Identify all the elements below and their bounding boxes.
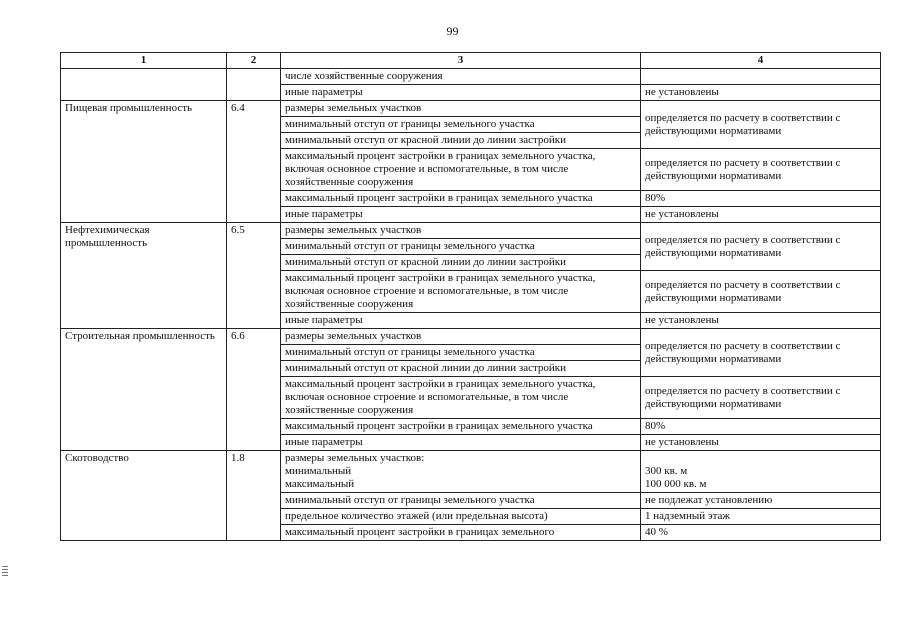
param-cell: предельное количество этажей (или предельная высота) xyxy=(281,509,641,525)
param-cell: числе хозяйственные сооружения xyxy=(281,69,641,85)
value-cell: определяется по расчету в соответствии с действующими нормативами xyxy=(641,149,881,191)
param-cell: размеры земельных участков xyxy=(281,101,641,117)
category-name: Пищевая промышленность xyxy=(61,101,227,223)
param-cell xyxy=(281,451,641,493)
param-cell: минимальный отступ от красной линии до линии застройки xyxy=(281,361,641,377)
header-col-3: 3 xyxy=(281,53,641,69)
value-cell: 1 надземный этаж xyxy=(641,509,881,525)
table-row xyxy=(61,101,881,117)
header-col-4: 4 xyxy=(641,53,881,69)
param-cell: минимальный отступ от границы земельного участка xyxy=(281,345,641,361)
value-cell: определяется по расчету в соответствии с действующими нормативами xyxy=(641,377,881,419)
page-number: 99 xyxy=(446,24,459,38)
header-row xyxy=(61,53,881,69)
param-cell: максимальный процент застройки в границах земельного участка, включая основное строение и вспомогательные, в том числе хозяйственные сооружения xyxy=(281,271,641,313)
param-cell: максимальный процент застройки в границах земельного участка xyxy=(281,419,641,435)
category-code: 6.5 xyxy=(227,223,281,329)
param-cell: размеры земельных участков xyxy=(281,329,641,345)
category-code: 1.8 xyxy=(227,451,281,541)
value-cell: определяется по расчету в соответствии с действующими нормативами xyxy=(641,223,881,271)
value-line: 100 000 кв. м xyxy=(645,478,707,490)
param-cell: иные параметры xyxy=(281,85,641,101)
table-row xyxy=(61,223,881,239)
value-cell: определяется по расчету в соответствии с действующими нормативами xyxy=(641,101,881,149)
value-cell xyxy=(641,69,881,85)
param-line: размеры земельных участков: xyxy=(285,452,425,464)
value-cell: не подлежат установлению xyxy=(641,493,881,509)
cell-empty xyxy=(61,69,227,101)
table-row xyxy=(61,451,881,493)
param-cell: размеры земельных участков xyxy=(281,223,641,239)
param-cell: иные параметры xyxy=(281,435,641,451)
category-code: 6.4 xyxy=(227,101,281,223)
value-cell: определяется по расчету в соответствии с действующими нормативами xyxy=(641,271,881,313)
header-col-2: 2 xyxy=(227,53,281,69)
category-name: Нефтехимическая промышленность xyxy=(61,223,227,329)
category-name: Скотоводство xyxy=(61,451,227,541)
param-cell: минимальный отступ от красной линии до линии застройки xyxy=(281,255,641,271)
value-line: 300 кв. м xyxy=(645,465,688,477)
param-line: максимальный xyxy=(285,478,355,490)
cell-empty xyxy=(227,69,281,101)
regulations-table xyxy=(60,52,881,541)
value-cell: не установлены xyxy=(641,207,881,223)
category-name: Строительная промышленность xyxy=(61,329,227,451)
param-cell: минимальный отступ от границы земельного участка xyxy=(281,239,641,255)
param-cell: максимальный процент застройки в границах земельного xyxy=(281,525,641,541)
value-cell: 40 % xyxy=(641,525,881,541)
param-cell: минимальный отступ от красной линии до линии застройки xyxy=(281,133,641,149)
param-cell: минимальный отступ от границы земельного участка xyxy=(281,493,641,509)
param-cell: максимальный процент застройки в границах земельного участка xyxy=(281,191,641,207)
param-cell: иные параметры xyxy=(281,313,641,329)
scan-marks xyxy=(2,566,8,578)
value-cell: не установлены xyxy=(641,435,881,451)
table-row xyxy=(61,69,881,85)
param-cell: максимальный процент застройки в границах земельного участка, включая основное строение и вспомогательные, в том числе хозяйственные сооружения xyxy=(281,377,641,419)
param-cell: максимальный процент застройки в границах земельного участка, включая основное строение и вспомогательные, в том числе хозяйственные сооружения xyxy=(281,149,641,191)
value-cell: не установлены xyxy=(641,313,881,329)
category-code: 6.6 xyxy=(227,329,281,451)
value-line xyxy=(645,452,876,465)
value-cell: 80% xyxy=(641,191,881,207)
param-cell: иные параметры xyxy=(281,207,641,223)
param-line: минимальный xyxy=(285,465,352,477)
header-col-1: 1 xyxy=(61,53,227,69)
value-cell: определяется по расчету в соответствии с действующими нормативами xyxy=(641,329,881,377)
table-row xyxy=(61,329,881,345)
value-cell xyxy=(641,451,881,493)
value-cell: 80% xyxy=(641,419,881,435)
param-cell: минимальный отступ от границы земельного участка xyxy=(281,117,641,133)
value-cell: не установлены xyxy=(641,85,881,101)
